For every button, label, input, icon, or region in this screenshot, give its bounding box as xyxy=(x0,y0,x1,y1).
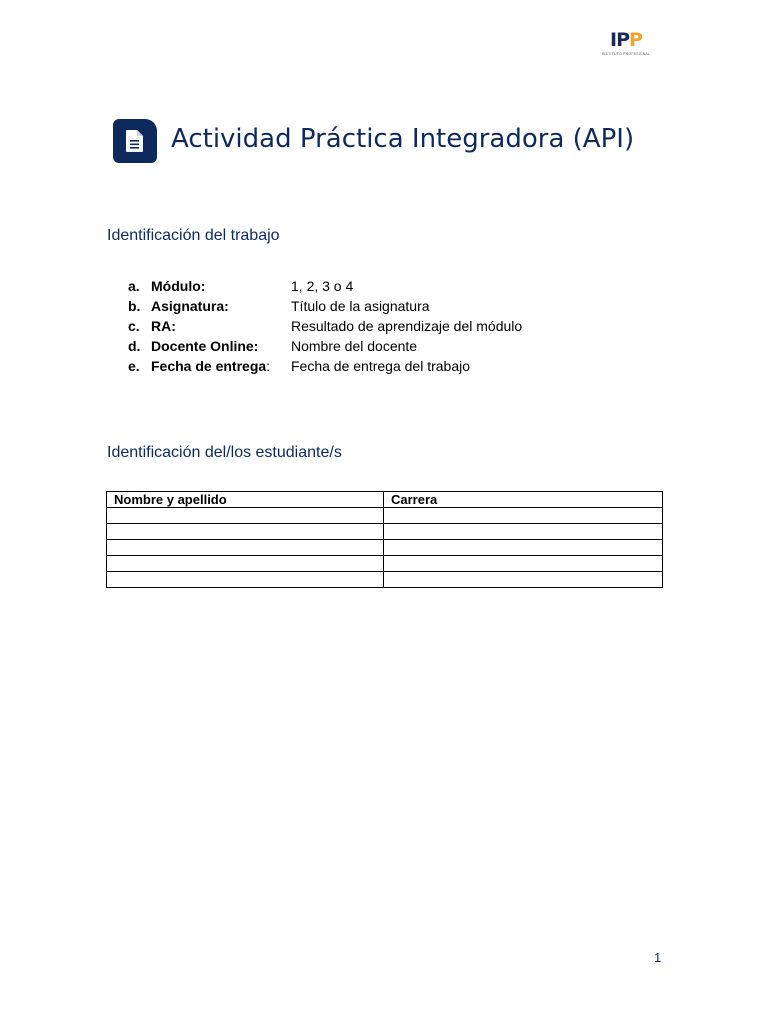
table-cell xyxy=(384,508,663,524)
table-cell xyxy=(384,572,663,588)
institute-logo xyxy=(600,30,652,56)
table-cell xyxy=(107,524,384,540)
table-row xyxy=(107,572,663,588)
table-cell xyxy=(384,556,663,572)
table-cell xyxy=(107,572,384,588)
students-section-heading: Identificación del/los estudiante/s xyxy=(107,444,342,461)
table-cell xyxy=(107,556,384,572)
table-cell xyxy=(384,540,663,556)
page-number: 1 xyxy=(654,950,662,965)
table-row xyxy=(107,524,663,540)
table-row xyxy=(107,540,663,556)
table-header-row xyxy=(107,492,663,508)
column-header-name: Nombre y apellido xyxy=(107,492,384,508)
students-table xyxy=(106,491,663,588)
table-row xyxy=(107,508,663,524)
column-header-career: Carrera xyxy=(384,492,663,508)
table-cell xyxy=(107,540,384,556)
page-title: Actividad Práctica Integradora (API) xyxy=(171,124,635,154)
document-icon xyxy=(113,119,157,163)
table-cell xyxy=(107,508,384,524)
work-section-heading: Identificación del trabajo xyxy=(107,227,280,244)
table-cell xyxy=(384,524,663,540)
logo-wordmark: IPP xyxy=(610,29,642,51)
logo-subtitle: INSTITUTO PROFESIONAL xyxy=(601,52,651,56)
table-row xyxy=(107,556,663,572)
